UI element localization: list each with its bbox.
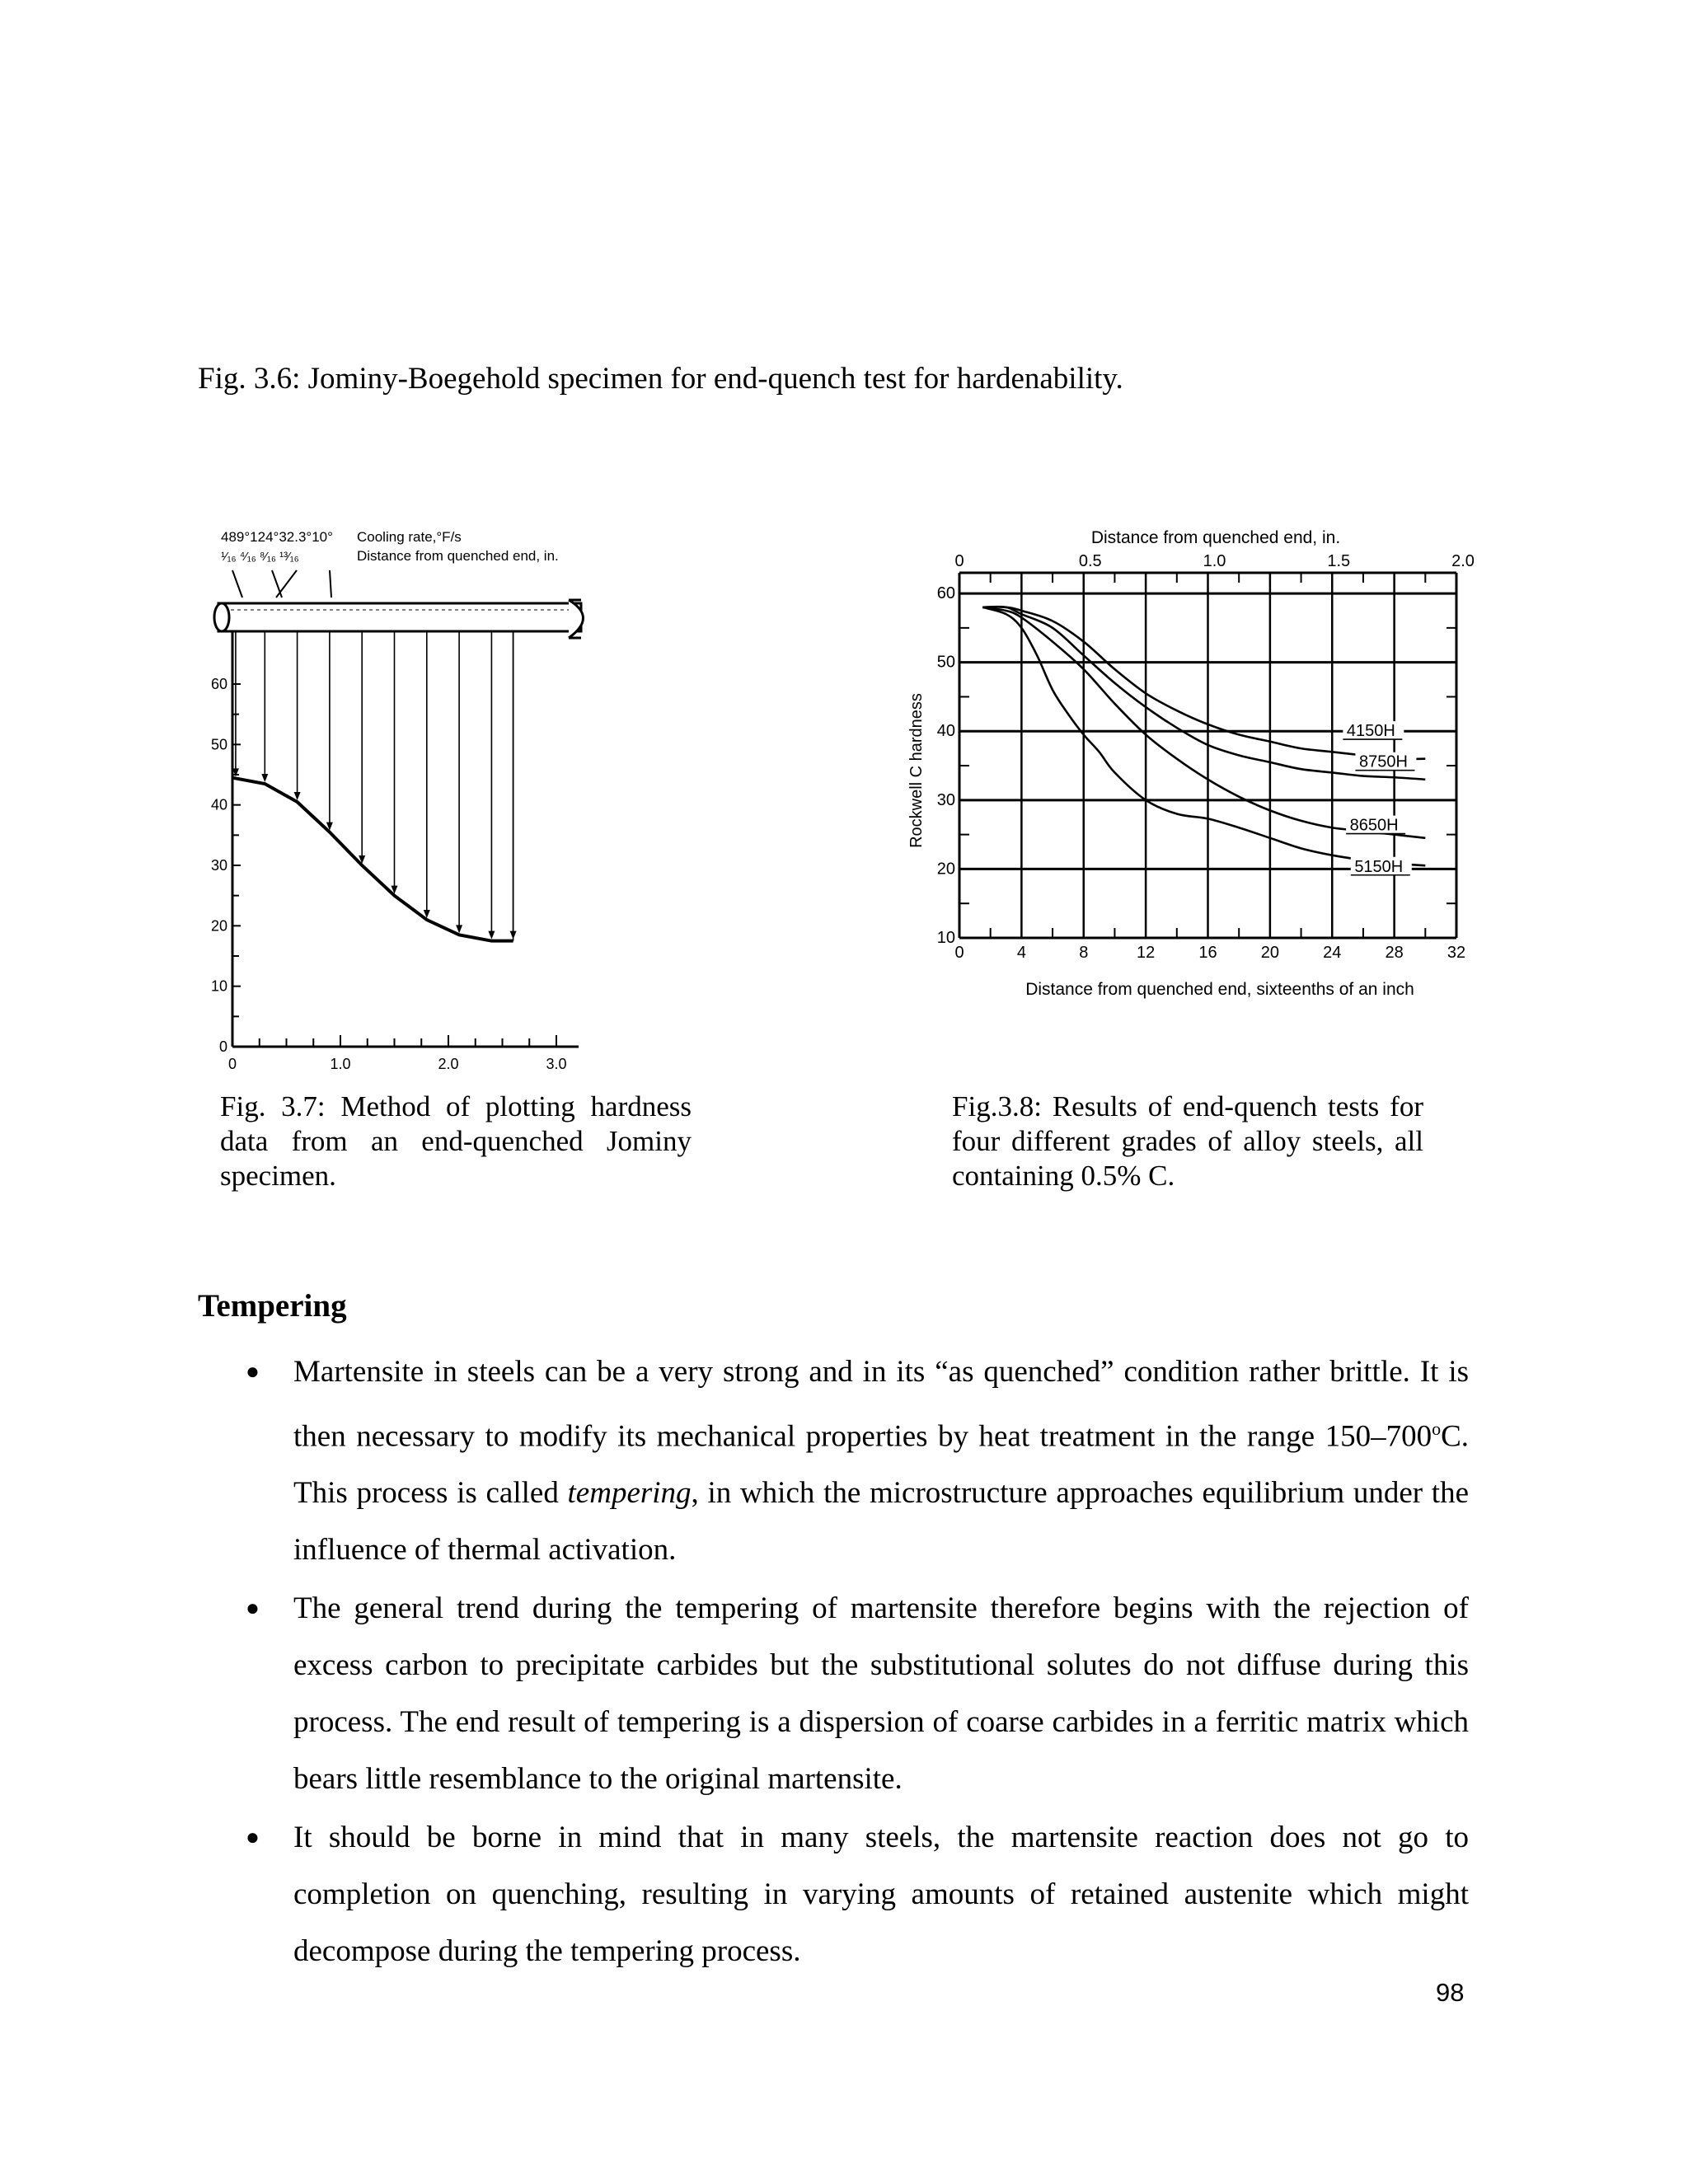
fig38-x-axis-label: Distance from quenched end, sixteenths of an inch [1025,980,1414,999]
fig37-y-tick-label: 10 [210,977,227,995]
figure-3-8 [890,523,1500,1010]
bullet-icon: ● [246,1825,260,1851]
fig38-y-tick-label: 30 [936,790,955,809]
fig38-x-tick-label: 16 [1198,944,1217,962]
fig38-top-tick-label: 1.5 [1327,552,1351,570]
fig38-top-tick-label: 0.5 [1078,552,1102,570]
fig38-x-tick-label: 0 [954,944,964,962]
fig38-x-tick-label: 28 [1385,944,1404,962]
bullet-item: ● It should be borne in mind that in many steels, the martensite reaction does not go to completion on quenching, resulting in varying amounts of retained austenite which might decompose during the tempering process. [232,1809,1469,1980]
fig37-x-tick-label: 3.0 [546,1056,567,1072]
fig38-plot-area [937,552,1475,962]
fig38-y-tick-label: 20 [936,860,955,879]
fig38-y-tick-label: 50 [936,653,955,672]
figure-3-6-caption: Fig. 3.6: Jominy-Boegehold specimen for end-quench test for hardenability. [198,362,1123,396]
fig37-projection-arrow [488,931,495,940]
fig38-top-axis-label: Distance from quenched end, in. [1090,528,1341,547]
figure-3-7 [206,527,602,1080]
fig37-y-tick-label: 60 [210,676,227,692]
fig37-y-tick-label: 20 [210,917,227,935]
fig37-y-tick-label: 50 [210,736,227,753]
fig37-y-tick-label: 0 [218,1038,227,1055]
fig38-top-tick-label: 0 [954,552,964,570]
fig37-y-tick-label: 30 [210,857,227,874]
fig38-series-label: 8750H [1358,752,1408,771]
tempering-bullet-list [232,1343,1469,1981]
fig38-y-tick-label: 10 [936,929,955,947]
fig38-top-tick-label: 1.0 [1203,552,1226,570]
fig38-y-axis-label: Rockwell C hardness [907,693,926,848]
bullet-item: ● The general trend during the tempering of martensite therefore begins with the rejection of excess carbon to precipitate carbides but the substitutional solutes do not diffuse during this process. The end result of tempering is a dispersion of coarse carbides in a ferritic matrix which bears little resemblance to the original martensite. [232,1580,1469,1807]
fig37-x-tick-label: 1.0 [330,1056,351,1072]
fig37-rates-label: Cooling rate,°F/s [357,529,462,545]
fig38-x-tick-label: 32 [1447,944,1466,962]
fig38-top-tick-label: 2.0 [1451,552,1475,570]
fig38-series-label: 8650H [1349,816,1399,835]
fig37-fractions: ¹⁄₁₆ ⁴⁄₁₆ ⁸⁄₁₆ ¹³⁄₁₆ [221,550,299,564]
fig37-rates: 489°124°32.3°10° [221,529,333,545]
fig38-x-tick-label: 8 [1079,944,1089,962]
fig37-hardness-curve [232,778,513,941]
fig37-plot-area [211,631,579,1072]
figure-3-8-caption: Fig.3.8: Results of end-quench tests for four different grades of alloy steels, all containing 0.5% C. [952,1090,1423,1192]
fig37-x-tick-label: 0 [227,1056,237,1072]
fig38-y-tick-label: 40 [936,722,955,741]
fig38-x-tick-label: 20 [1260,944,1279,962]
fig37-x-tick-label: 2.0 [438,1056,459,1072]
fig38-x-tick-label: 24 [1323,944,1342,962]
fig38-x-tick-label: 12 [1137,944,1156,962]
page-number: 98 [1436,1978,1465,2007]
bullet-item: ● Martensite in steels can be a very strong and in its “as quenched” condition rather brittle. It is then necessary to modify its mechanical properties by heat treatment in the range 150–700$^o$C. This process is called tempering, in which the microstructure approaches equilibrium under the influence of thermal activation. [232,1343,1469,1578]
figure-3-7-caption: Fig. 3.7: Method of plotting hardness data from an end-quenched Jominy specimen. [220,1090,692,1192]
jominy-bar [214,600,584,638]
fig38-x-tick-label: 4 [1016,944,1026,962]
fig38-series-label: 5150H [1354,857,1404,876]
fig37-fractions-label: Distance from quenched end, in. [357,548,559,564]
section-heading-tempering: Tempering [198,1288,347,1324]
fig37-projection-arrow [261,774,268,782]
bullet-icon: ● [246,1596,260,1622]
fig37-y-tick-label: 40 [210,796,227,813]
fig38-y-tick-label: 60 [936,584,955,603]
bullet-icon: ● [246,1359,260,1385]
fig38-series-label: 4150H [1346,722,1395,741]
